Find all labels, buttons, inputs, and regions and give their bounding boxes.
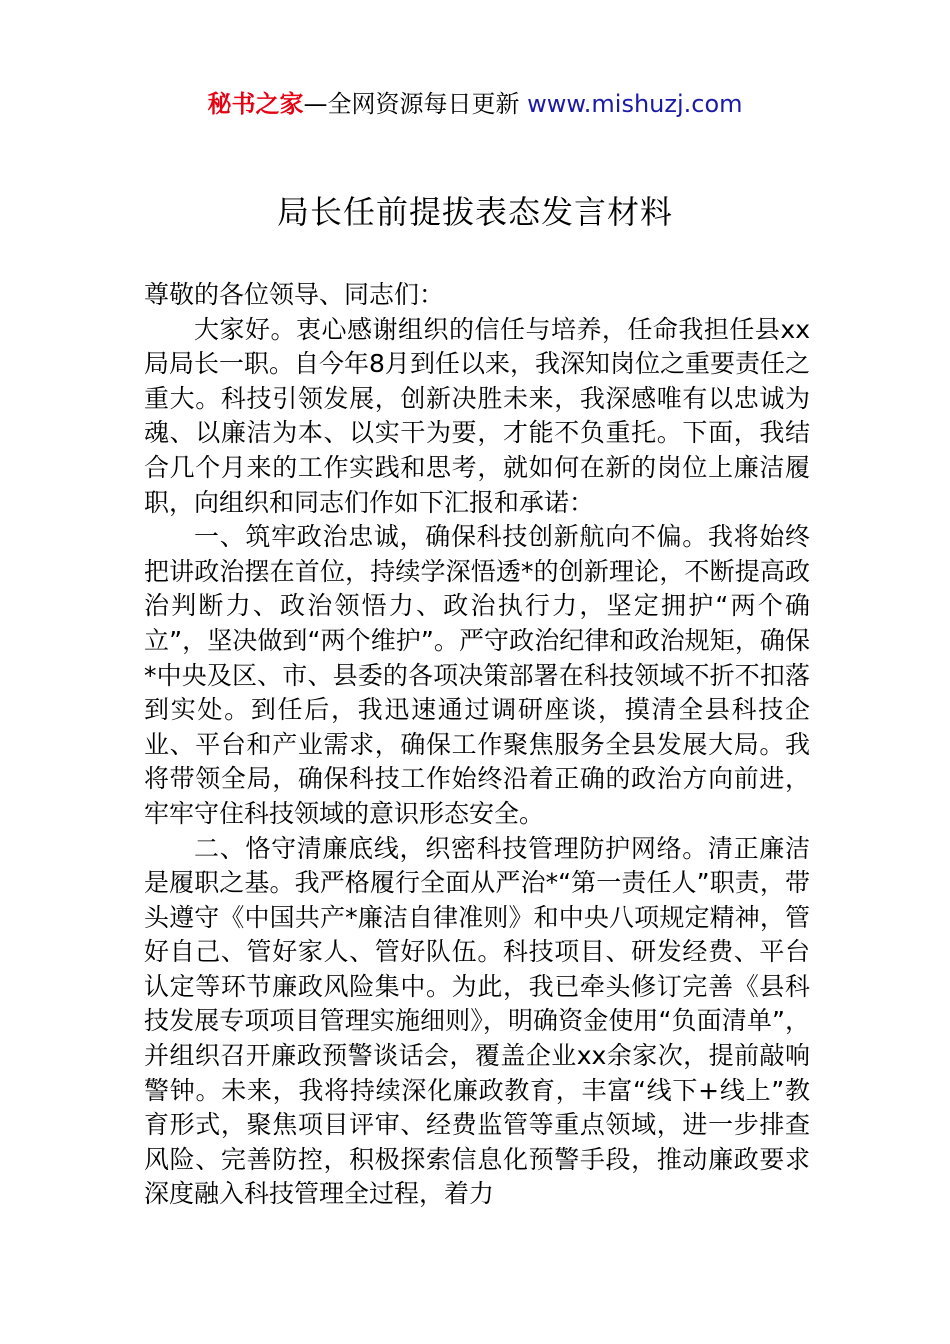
paragraph-section-2: 二、恪守清廉底线，织密科技管理防护网络。清正廉洁是履职之基。我严格履行全面从严治*“第一责任人”职责，带头遵守《中国共产*廉洁自律准则》和中央八项规定精神，管好自己、管好家人、管好队伍。科技项目、研发经费、平台认定等环节廉政风险集中。为此，我已牵头修订完善《县科技发展专项项目管理实施细则》，明确资金使用“负面清单”，并组织召开廉政预警谈话会，覆盖企业xx余家次，提前敲响警钟。未来，我将持续深化廉政教育，丰富“线下+线上”教育形式，聚焦项目评审、经费监管等重点领域，进一步排查风险、完善防控，积极探索信息化预警手段，推动廉政要求深度融入科技管理全过程，着力	[144, 833, 810, 1209]
document-title: 局长任前提拔表态发言材料	[276, 193, 673, 231]
paragraph-intro: 大家好。衷心感谢组织的信任与培养，任命我担任县xx局局长一职。自今年8月到任以来，我深知岗位之重要责任之重大。科技引领发展，创新决胜未来，我深感唯有以忠诚为魂、以廉洁为本、以实干为要，才能不负重托。下面，我结合几个月来的工作实践和思考，就如何在新的岗位上廉洁履职，向组织和同志们作如下汇报和承诺：	[144, 314, 810, 517]
document-body	[144, 278, 810, 1212]
paragraph-section-1: 一、筑牢政治忠诚，确保科技创新航向不偏。我将始终把讲政治摆在首位，持续学深悟透*的创新理论，不断提高政治判断力、政治领悟力、政治执行力，坚定拥护“两个确立”，坚决做到“两个维护”。严守政治纪律和政治规矩，确保*中央及区、市、县委的各项决策部署在科技领域不折不扣落到实处。到任后，我迅速通过调研座谈，摸清全县科技企业、平台和产业需求，确保工作聚焦服务全县发展大局。我将带领全局，确保科技工作始终沿着正确的政治方向前进，牢牢守住科技领域的意识形态安全。	[144, 522, 810, 828]
site-header	[0, 86, 950, 122]
site-brand: 秘书之家	[207, 90, 304, 118]
site-tagline: —全网资源每日更新	[303, 90, 528, 118]
site-url-link[interactable]: www.mishuzj.com	[527, 90, 743, 118]
salutation: 尊敬的各位领导、同志们：	[144, 280, 445, 309]
